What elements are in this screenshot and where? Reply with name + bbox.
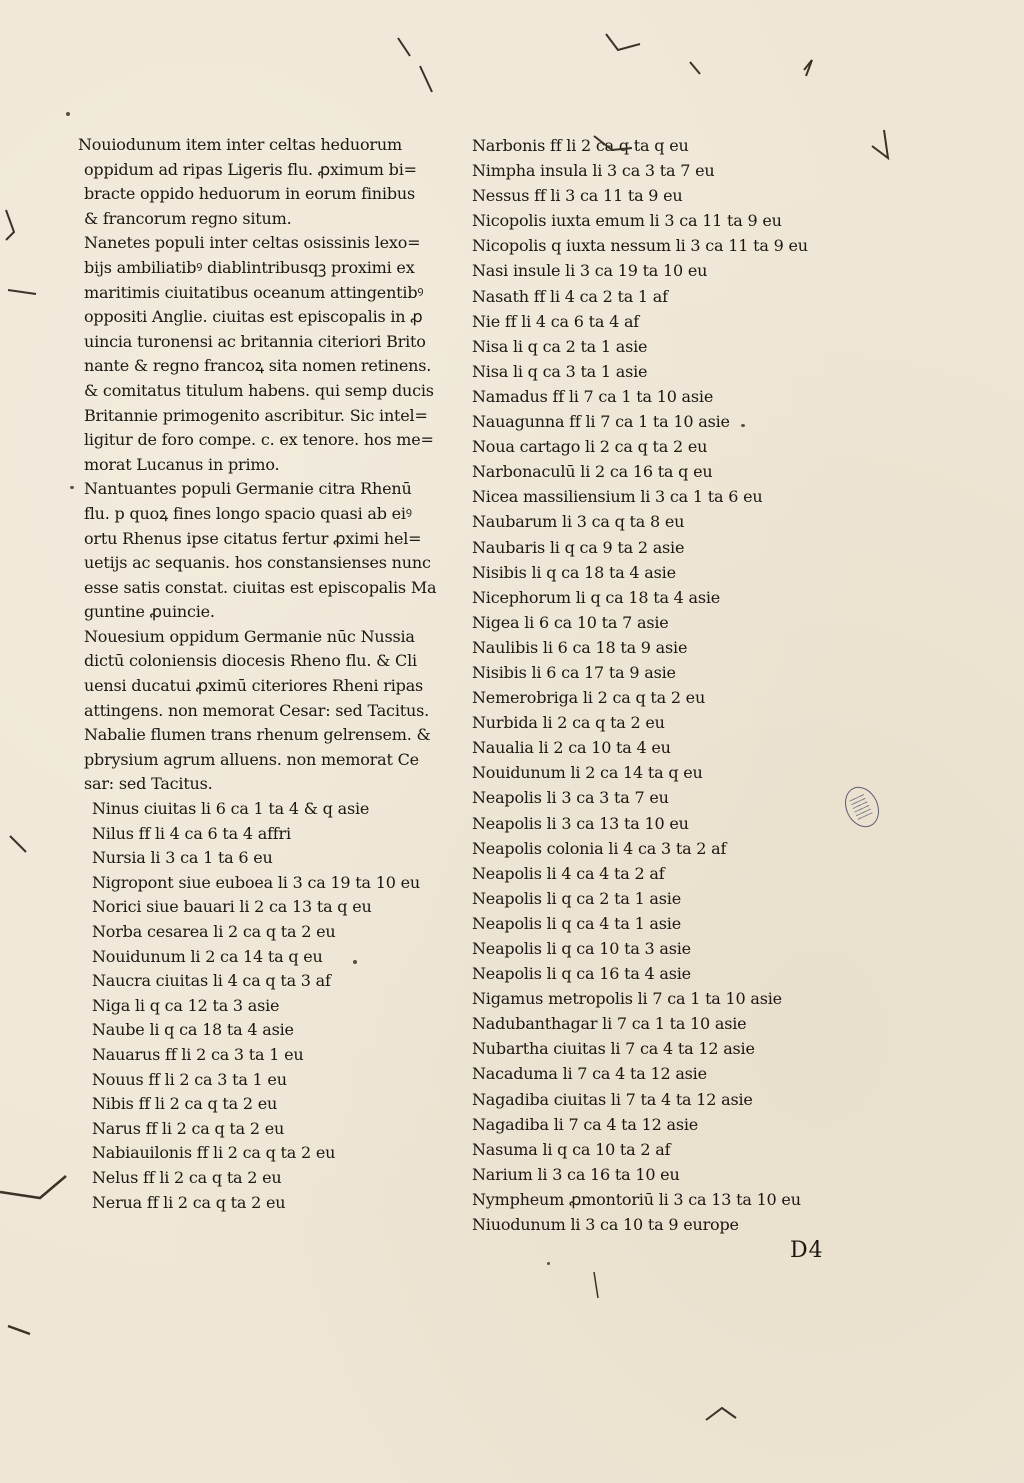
text-line: bijs ambiliatibꝰ diablintribusqꝫ proximi ex (84, 257, 415, 277)
text-line: Nanetes populi inter celtas osissinis lexo= (84, 233, 421, 253)
text-line: Nie ff li 4 ca 6 ta 4 af (472, 311, 640, 331)
text-line: Neapolis li 3 ca 13 ta 10 eu (472, 813, 689, 833)
text-line: morat Lucanus in primo. (84, 454, 280, 474)
text-line: Nessus ff li 3 ca 11 ta 9 eu (472, 186, 683, 206)
text-line: Nabalie flumen trans rhenum gelrensem. & (84, 725, 431, 745)
text-line: Neapolis li q ca 16 ta 4 asie (472, 964, 691, 984)
text-line: Nympheum ꝓmontoriū li 3 ca 13 ta 10 eu (472, 1189, 801, 1209)
ink-speck-icon (66, 112, 70, 116)
text-line: Nicea massiliensium li 3 ca 1 ta 6 eu (472, 487, 763, 507)
text-line: Nurbida li 2 ca q ta 2 eu (472, 713, 665, 733)
text-line: maritimis ciuitatibus oceanum attingentibꝰ (84, 282, 424, 302)
text-line: Neapolis li q ca 2 ta 1 asie (472, 888, 681, 908)
text-line: Nubartha ciuitas li 7 ca 4 ta 12 asie (472, 1039, 755, 1059)
ink-speck-icon (741, 424, 745, 427)
text-line: & francorum regno situm. (84, 208, 292, 228)
text-line: Nauarus ff li 2 ca 3 ta 1 eu (92, 1044, 304, 1064)
text-line: bracte oppido heduorum in eorum finibus (84, 184, 415, 204)
text-line: flu. p quoꝝ fines longo spacio quasi ab eiꝰ (84, 503, 412, 523)
text-line: Nilus ff li 4 ca 6 ta 4 affri (92, 823, 291, 843)
text-line: uincia turonensi ac britannia citeriori Brito (84, 331, 426, 351)
text-line: Nacaduma li 7 ca 4 ta 12 asie (472, 1064, 707, 1084)
library-stamp-icon (839, 781, 886, 833)
text-line: Noua cartago li 2 ca q ta 2 eu (472, 437, 708, 457)
text-line: Nauagunna ff li 7 ca 1 ta 10 asie (472, 412, 730, 432)
text-line: Norba cesarea li 2 ca q ta 2 eu (92, 922, 336, 941)
text-line: oppositi Anglie. ciuitas est episcopalis in ꝓ (84, 307, 423, 327)
text-line: guntine ꝓuincie. (84, 602, 215, 622)
text-line: Nisa li q ca 2 ta 1 asie (472, 336, 648, 356)
ink-speck-icon (70, 486, 74, 489)
text-line: Neapolis li q ca 4 ta 1 asie (472, 913, 681, 933)
text-line: Nouus ff li 2 ca 3 ta 1 eu (92, 1069, 287, 1089)
text-line: Nasuma li q ca 10 ta 2 af (472, 1139, 671, 1159)
text-line: Naube li q ca 18 ta 4 asie (92, 1020, 294, 1040)
text-line: dictū coloniensis diocesis Rheno flu. & Cli (84, 651, 417, 671)
text-line: Nursia li 3 ca 1 ta 6 eu (92, 848, 273, 868)
text-line: Nisa li q ca 3 ta 1 asie (472, 361, 648, 381)
text-line: Nimpha insula li 3 ca 3 ta 7 eu (472, 161, 715, 181)
right-text-column (472, 133, 812, 1237)
text-line: Nabiauilonis ff li 2 ca q ta 2 eu (92, 1143, 336, 1163)
text-line: Niuodunum li 3 ca 10 ta 9 europe (472, 1215, 739, 1235)
text-line: pbrysium agrum alluens. non memorat Ce (84, 749, 419, 769)
text-line: Nagadiba li 7 ca 4 ta 12 asie (472, 1114, 699, 1134)
text-line: nante & regno francoꝝ sita nomen retinens. (84, 356, 432, 376)
text-line: Narium li 3 ca 16 ta 10 eu (472, 1164, 680, 1184)
text-line: Naubaris li q ca 9 ta 2 asie (472, 537, 685, 557)
signature-mark: D4 (790, 1238, 824, 1263)
text-line: Ninus ciuitas li 6 ca 1 ta 4 & q asie (92, 799, 370, 819)
text-line: Narus ff li 2 ca q ta 2 eu (92, 1118, 285, 1138)
text-line: Nouesium oppidum Germanie nūc Nussia (84, 626, 415, 646)
left-text-column (78, 133, 437, 1215)
text-line: uensi ducatui ꝓximū citeriores Rheni ripas (84, 676, 424, 696)
text-line: sar: sed Tacitus. (84, 774, 213, 794)
text-line: Nouidunum li 2 ca 14 ta q eu (92, 946, 323, 966)
text-line: Nigropont siue euboea li 3 ca 19 ta 10 eu (92, 872, 420, 892)
text-line: Nerua ff li 2 ca q ta 2 eu (92, 1192, 286, 1212)
text-line: Britannie primogenito ascribitur. Sic intel= (84, 405, 428, 425)
ink-speck-icon (547, 1262, 550, 1265)
text-line: Neapolis colonia li 4 ca 3 ta 2 af (472, 838, 727, 858)
text-line: Nasi insule li 3 ca 19 ta 10 eu (472, 261, 708, 281)
ink-speck-icon (353, 960, 357, 964)
text-line: Nicopolis q iuxta nessum li 3 ca 11 ta 9 eu (472, 236, 808, 256)
text-line: Niga li q ca 12 ta 3 asie (92, 995, 280, 1015)
text-line: Nisibis li q ca 18 ta 4 asie (472, 562, 676, 582)
text-line: Naubarum li 3 ca q ta 8 eu (472, 512, 685, 532)
text-line: Nelus ff li 2 ca q ta 2 eu (92, 1167, 282, 1187)
text-line: oppidum ad ripas Ligeris flu. ꝓximum bi= (84, 159, 417, 179)
text-line: Norici siue bauari li 2 ca 13 ta q eu (92, 897, 372, 917)
text-line: Neapolis li 4 ca 4 ta 2 af (472, 863, 665, 883)
text-line: Nigamus metropolis li 7 ca 1 ta 10 asie (472, 989, 782, 1009)
text-line: ortu Rhenus ipse citatus fertur ꝓximi hel= (84, 528, 422, 548)
text-line: Nagadiba ciuitas li 7 ta 4 ta 12 asie (472, 1089, 753, 1109)
text-line: attingens. non memorat Cesar: sed Tacitus. (84, 700, 429, 720)
text-line: Nouidunum li 2 ca 14 ta q eu (472, 763, 703, 783)
text-line: & comitatus titulum habens. qui semp ducis (84, 380, 434, 400)
text-line: Nisibis li 6 ca 17 ta 9 asie (472, 662, 676, 682)
text-line: Nadubanthagar li 7 ca 1 ta 10 asie (472, 1014, 747, 1034)
text-line: Naualia li 2 ca 10 ta 4 eu (472, 738, 671, 758)
text-line: Nicephorum li q ca 18 ta 4 asie (472, 587, 721, 607)
text-line: esse satis constat. ciuitas est episcopalis Ma (84, 577, 437, 597)
text-line: Nicopolis iuxta emum li 3 ca 11 ta 9 eu (472, 211, 782, 231)
text-line: Nemerobriga li 2 ca q ta 2 eu (472, 688, 706, 708)
text-line: Nigea li 6 ca 10 ta 7 asie (472, 612, 669, 632)
text-line: Nantuantes populi Germanie citra Rhenū (84, 479, 412, 499)
text-line: Nasath ff li 4 ca 2 ta 1 af (472, 286, 668, 306)
text-line: Nouiodunum item inter celtas heduorum (78, 135, 402, 154)
text-line: Nibis ff li 2 ca q ta 2 eu (92, 1094, 278, 1114)
text-line: Namadus ff li 7 ca 1 ta 10 asie (472, 386, 714, 406)
text-line: Neapolis li q ca 10 ta 3 asie (472, 939, 691, 958)
text-line: Naucra ciuitas li 4 ca q ta 3 af (92, 971, 331, 991)
text-line: ligitur de foro compe. c. ex tenore. hos me= (84, 430, 434, 450)
text-line: Neapolis li 3 ca 3 ta 7 eu (472, 788, 669, 808)
text-line: uetijs ac sequanis. hos constansienses nunc (84, 553, 431, 573)
text-line: Narbonis ff li 2 ca q ta q eu (472, 136, 689, 155)
text-line: Naulibis li 6 ca 18 ta 9 asie (472, 637, 688, 657)
text-line: Narbonaculū li 2 ca 16 ta q eu (472, 462, 713, 482)
